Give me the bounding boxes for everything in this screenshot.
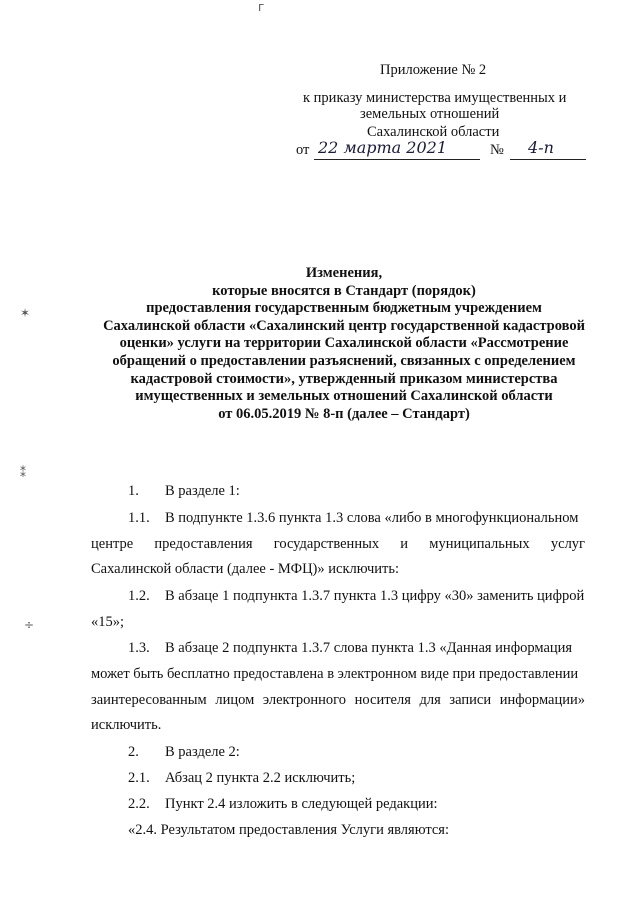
scan-speck: ÷ <box>24 618 35 632</box>
scan-mark: г <box>258 0 265 14</box>
appendix-line-1: к приказу министерства имущественных и <box>303 90 567 106</box>
appendix-number: Приложение № 2 <box>380 62 487 78</box>
title-line: предоставления государственным бюджетным учреждением <box>146 300 542 317</box>
scan-speck: ✶ <box>20 306 31 320</box>
item-2-2-text: Пункт 2.4 изложить в следующей редакции: <box>165 796 438 812</box>
appendix-line-2: земельных отношений <box>360 106 500 122</box>
item-2-1-number: 2.1. <box>128 770 150 786</box>
title-line: обращений о предоставлении разъяснений, связанных с определением <box>112 352 576 369</box>
item-1-1-line-2: центре предоставления государственных и муниципальных услуг <box>91 536 585 552</box>
title-line: оценки» услуги на территории Сахалинской области «Рассмотрение <box>119 335 569 352</box>
appendix-date-label: от <box>296 142 310 158</box>
item-1-3-line-1: В абзаце 2 подпункта 1.3.7 слова пункта 1.3 «Данная информация <box>165 640 573 656</box>
handwritten-date: 22 марта 2021 <box>318 138 448 157</box>
title-line: Сахалинской области «Сахалинский центр государственной кадастровой <box>103 317 585 334</box>
item-1-2-number: 1.2. <box>128 588 150 604</box>
item-1-2-line-2: «15»; <box>91 614 125 630</box>
item-1-3-number: 1.3. <box>128 640 150 656</box>
title-line: которые вносятся в Стандарт (порядок) <box>212 282 476 299</box>
item-1-3-line-3: заинтересованным лицом электронного носителя для записи информации» <box>91 692 585 708</box>
item-1-1-line-3: Сахалинской области (далее - МФЦ)» исключить: <box>91 561 400 577</box>
document-title <box>64 265 624 423</box>
item-2-2-number: 2.2. <box>128 796 150 812</box>
item-1-1-line-1: В подпункте 1.3.6 пункта 1.3 слова «либо в многофункциональном <box>165 510 579 526</box>
handwritten-number: 4-п <box>528 138 554 157</box>
title-line: кадастровой стоимости», утвержденный приказом министерства <box>130 370 558 387</box>
number-underline <box>510 159 586 160</box>
section-2-number: 2. <box>128 744 139 760</box>
section-1-number: 1. <box>128 483 139 499</box>
item-2-4-quote: «2.4. Результатом предоставления Услуги являются: <box>128 822 450 838</box>
item-1-1-number: 1.1. <box>128 510 150 526</box>
item-1-3-line-4: исключить. <box>91 717 162 733</box>
item-1-3-line-2: может быть бесплатно предоставлена в электронном виде при предоставлении <box>91 666 579 682</box>
title-line: имущественных и земельных отношений Сахалинской области <box>135 388 553 405</box>
item-2-1-text: Абзац 2 пункта 2.2 исключить; <box>165 770 356 786</box>
appendix-number-label: № <box>490 142 504 158</box>
date-underline <box>314 159 480 160</box>
title-line: Изменения, <box>305 265 383 281</box>
title-line: от 06.05.2019 № 8-п (далее – Стандарт) <box>218 405 470 422</box>
section-2-text: В разделе 2: <box>165 744 240 760</box>
appendix-line-3: Сахалинской области <box>367 124 500 140</box>
item-1-2-line-1: В абзаце 1 подпункта 1.3.7 пункта 1.3 цифру «30» заменить цифрой <box>165 588 585 604</box>
section-1-text: В разделе 1: <box>165 483 240 499</box>
scan-speck: ⁑ <box>20 466 26 480</box>
